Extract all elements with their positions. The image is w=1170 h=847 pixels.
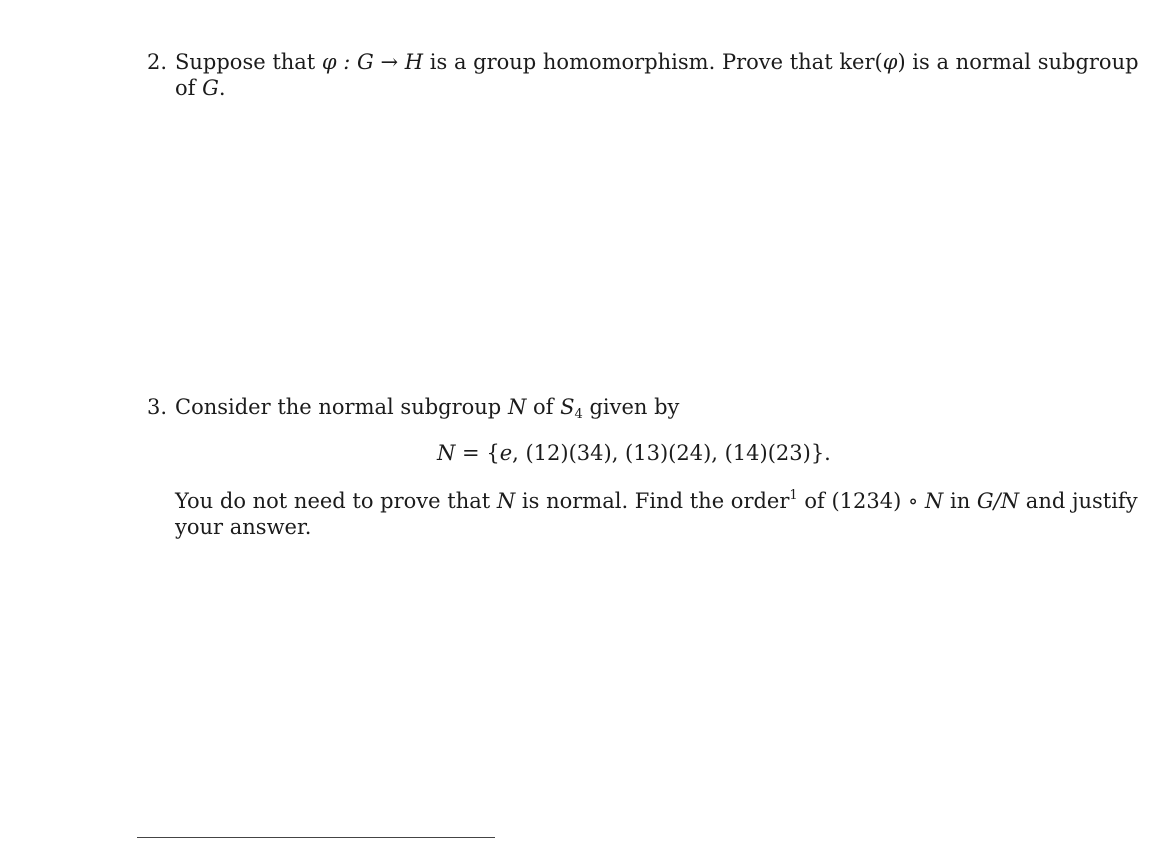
text-run: .: [218, 76, 226, 100]
text-run: Consider the normal subgroup: [175, 395, 508, 419]
math-subscript: 4: [574, 407, 583, 422]
problem-2-line-1: [175, 49, 1139, 75]
math-identity: e: [499, 441, 513, 465]
text-run: in: [943, 489, 977, 513]
problem-3-question: [175, 488, 1138, 540]
math-g: G: [202, 76, 219, 100]
text-run: is normal. Find the order: [515, 489, 790, 513]
math-quotient-group: G/N: [976, 489, 1020, 513]
problem-3-line-2: [175, 488, 1138, 514]
text-run: given by: [582, 395, 680, 419]
problem-3-line-1: [175, 394, 1037, 420]
text-run: = {: [455, 441, 500, 465]
problem-2: [147, 49, 1139, 101]
math-n: N: [437, 441, 456, 465]
footnote-marker: 1: [789, 488, 798, 503]
text-run: You do not need to prove that: [175, 489, 497, 513]
footnote-rule: [137, 837, 495, 838]
text-run: ) is a normal subgroup: [897, 50, 1139, 74]
math-phi-map: φ : G → H: [321, 50, 424, 74]
problem-2-number: 2.: [147, 50, 168, 74]
problem-3-number: 3.: [147, 395, 168, 419]
math-s: S: [560, 395, 575, 419]
text-run: of: [175, 76, 203, 100]
display-equation: [437, 440, 831, 466]
problem-2-line-2: [175, 75, 1037, 101]
problem-2-text: [175, 49, 1139, 101]
math-n: N: [496, 489, 516, 513]
math-n: N: [507, 395, 527, 419]
text-run: of: [526, 395, 561, 419]
math-n: N: [924, 489, 944, 513]
text-run: of (1234) ∘: [797, 489, 925, 513]
problem-3-intro: [175, 394, 1037, 420]
text-run: is a group homomorphism. Prove that ker(: [423, 50, 883, 74]
problem-3-line-3: your answer.: [175, 515, 312, 539]
text-run: Suppose that: [175, 50, 322, 74]
text-run: and justify: [1019, 489, 1138, 513]
problem-3: [147, 394, 1138, 539]
math-phi: φ: [882, 50, 898, 74]
text-run: , (12)(34), (13)(24), (14)(23)}.: [512, 441, 831, 465]
